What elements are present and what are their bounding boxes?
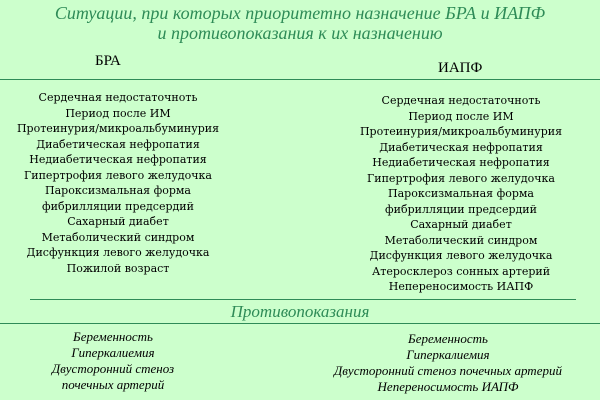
column-header-bra: БРА — [95, 53, 121, 69]
indication-item: Гипертрофия левого желудочка — [23, 168, 212, 182]
indication-item: Диабетическая нефропатия — [36, 137, 200, 151]
indications-list-bra — [0, 90, 236, 276]
contraindication-item: почечных артерий — [61, 377, 165, 392]
indication-item: Дисфункция левого желудочка — [369, 249, 553, 262]
indication-item: Сахарный диабет — [410, 218, 512, 231]
contraindication-item: Гиперкалиемия — [71, 345, 155, 360]
indication-item: Гипертрофия левого желудочка — [366, 171, 555, 185]
contraindication-item: Двусторонний стеноз почечных артерий — [334, 363, 562, 378]
indication-item: Пожилой возраст — [66, 261, 170, 275]
indication-item: Атеросклероз сонных артерий — [371, 264, 551, 278]
page-title — [0, 3, 600, 43]
contraindications-divider-top — [30, 299, 576, 300]
indication-item: Сердечная недостаточноть — [381, 94, 541, 107]
contraindication-item: Беременность — [408, 331, 488, 346]
indication-item: Непереносимость ИАПФ — [388, 280, 534, 293]
indication-item: Метаболический синдром — [384, 233, 538, 247]
title-line-1: Ситуации, при которых приоритетно назначение БРА и ИАПФ — [54, 3, 546, 23]
indication-item: фибрилляции предсердий — [42, 199, 194, 213]
contraindication-item: Двусторонний стеноз — [51, 361, 175, 376]
indication-item: фибрилляции предсердий — [385, 202, 537, 216]
indication-item: Сахарный диабет — [67, 215, 169, 228]
indication-item: Недиабетическая нефропатия — [29, 153, 207, 166]
indication-item: Период после ИМ — [65, 106, 171, 120]
indication-item: Диабетическая нефропатия — [379, 140, 543, 154]
indication-item: Протеинурия/микроальбуминурия — [359, 125, 563, 138]
title-line-2: и противопоказания к их назначению — [157, 23, 443, 43]
contraindication-item: Непереносимость ИАПФ — [377, 379, 519, 394]
indication-item: Пароксизмальная форма — [45, 184, 191, 197]
indication-item: Период после ИМ — [408, 109, 514, 123]
indications-list-iapf — [330, 93, 592, 295]
contraindications-title: Противопоказания — [230, 302, 370, 321]
column-header-iapf: ИАПФ — [438, 60, 483, 76]
contraindications-list-iapf — [300, 331, 596, 395]
contraindication-item: Беременность — [73, 329, 153, 344]
contraindications-divider-bottom — [0, 323, 600, 324]
contraindication-item: Гиперкалиемия — [406, 347, 490, 362]
indication-item: Сердечная недостаточноть — [38, 91, 198, 104]
indication-item: Протеинурия/микроальбуминурия — [16, 122, 220, 135]
contraindications-list-bra — [0, 329, 226, 393]
header-divider — [0, 79, 600, 80]
indication-item: Метаболический синдром — [41, 230, 195, 244]
indication-item: Недиабетическая нефропатия — [372, 156, 550, 169]
indication-item: Пароксизмальная форма — [388, 187, 534, 200]
indication-item: Дисфункция левого желудочка — [26, 246, 210, 259]
